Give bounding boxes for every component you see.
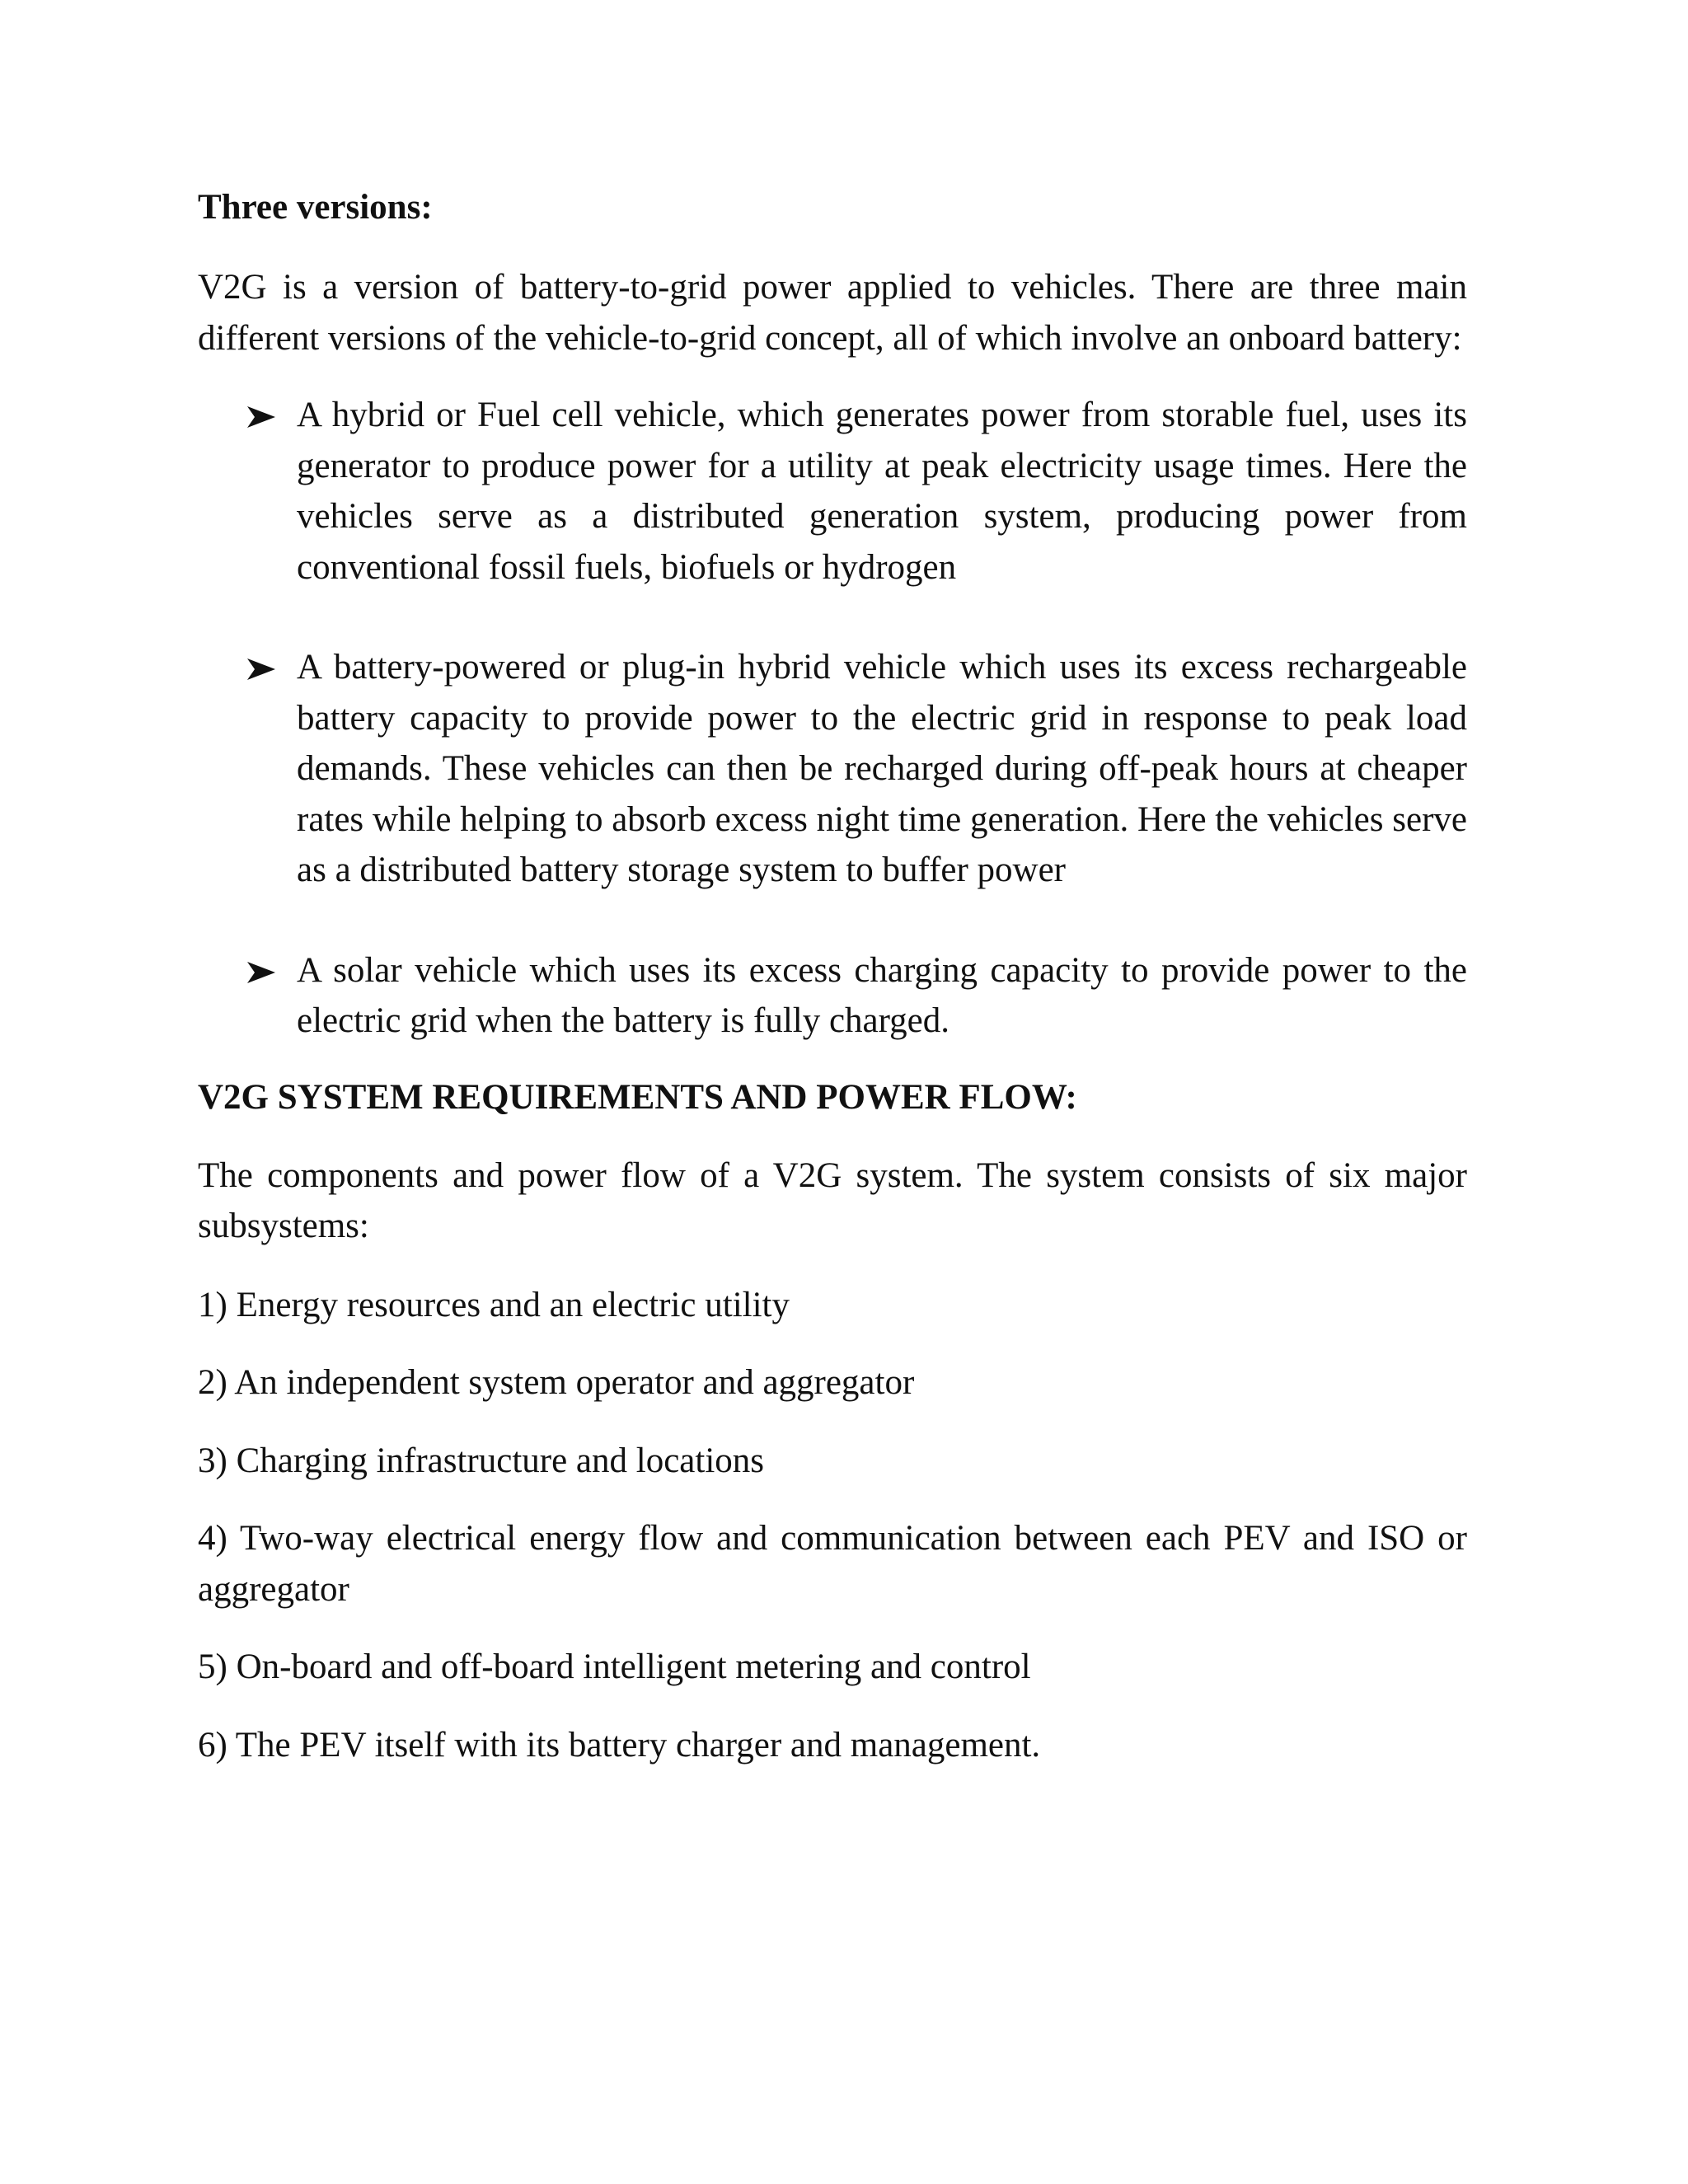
arrowhead-bullet-icon (247, 962, 275, 983)
list-item (198, 945, 1467, 1047)
list-item (198, 642, 1467, 896)
numbered-item: 6) The PEV itself with its battery charger and management. (198, 1725, 1041, 1765)
numbered-item: 2) An independent system operator and aggregator (198, 1363, 915, 1402)
section-heading-three-versions: Three versions: (198, 188, 433, 227)
bullet-text: A hybrid or Fuel cell vehicle, which generates power from storable fuel, uses its generator to produce power for a utility at peak electricity usage times. Here the vehicles serve as a distributed generation system, producing power from conventional fossil fuels, biofuels or hydrogen (297, 396, 1467, 587)
bullet-text: A solar vehicle which uses its excess charging capacity to provide power to the electric grid when the battery is fully charged. (297, 950, 1467, 1040)
intro-paragraph: V2G is a version of battery-to-grid power applied to vehicles. There are three main different versions of the vehicle-to-grid concept, all of which involve an onboard battery: (198, 268, 1467, 358)
numbered-item: 1) Energy resources and an electric utility (198, 1285, 790, 1324)
document-page (198, 183, 1467, 1797)
arrowhead-bullet-icon (247, 406, 275, 428)
versions-bullet-list (198, 390, 1467, 1047)
numbered-item: 4) Two-way electrical energy flow and communication between each PEV and ISO or aggregator (198, 1519, 1467, 1609)
system-intro-paragraph: The components and power flow of a V2G system. The system consists of six major subsystems: (198, 1155, 1467, 1245)
numbered-item: 5) On-board and off-board intelligent metering and control (198, 1647, 1031, 1686)
bullet-text: A battery-powered or plug-in hybrid vehicle which uses its excess rechargeable battery capacity to provide power to the electric grid in response to peak load demands. These vehicles can then be recharged during off-peak hours at cheaper rates while helping to absorb excess night time generation. Here the vehicles serve as a distributed battery storage system to buffer power (297, 648, 1467, 889)
arrowhead-bullet-icon (247, 658, 275, 680)
numbered-item: 3) Charging infrastructure and locations (198, 1441, 765, 1480)
section-heading-system-requirements: V2G SYSTEM REQUIREMENTS AND POWER FLOW: (198, 1077, 1077, 1117)
list-item (198, 390, 1467, 593)
